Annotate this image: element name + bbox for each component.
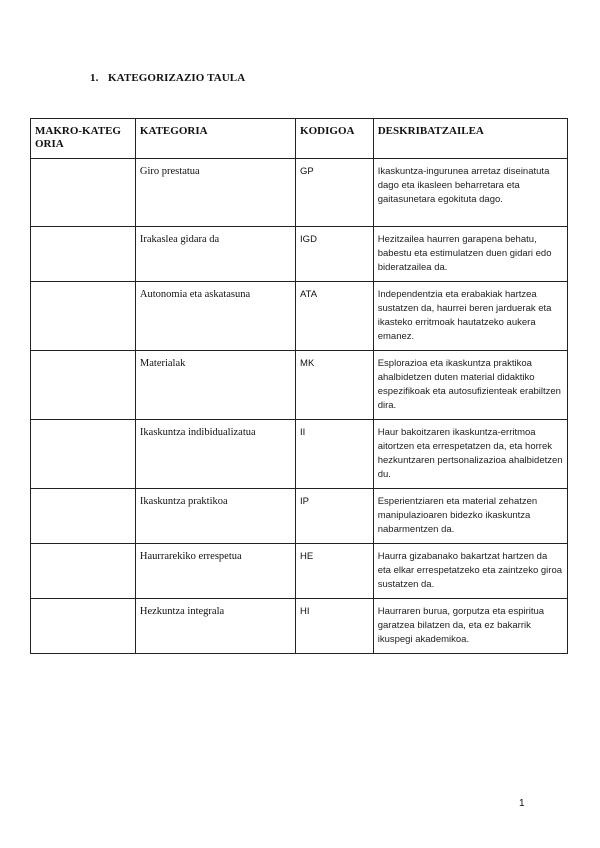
macro-cell <box>31 420 136 489</box>
code-cell: ATA <box>296 282 374 351</box>
description-cell: Esplorazioa eta ikaskuntza praktikoa ahalbidetzen duten material didaktiko espezifikoak eta autosufizienteak erabiltzen dira. <box>373 351 567 420</box>
code-cell: HE <box>296 544 374 599</box>
header-code: KODIGOA <box>296 119 374 159</box>
section-number: 1. <box>90 72 99 84</box>
table-row <box>31 489 568 544</box>
description-cell: Haurra gizabanako bakartzat hartzen da eta elkar errespetatzeko eta zaintzeko giroa sustatzen da. <box>373 544 567 599</box>
table-row <box>31 159 568 227</box>
table-row <box>31 351 568 420</box>
table-row <box>31 227 568 282</box>
macro-cell <box>31 227 136 282</box>
macro-cell <box>31 282 136 351</box>
category-cell: Hezkuntza integrala <box>135 599 295 654</box>
macro-cell <box>31 544 136 599</box>
category-cell: Irakaslea gidara da <box>135 227 295 282</box>
section-title: KATEGORIZAZIO TAULA <box>108 72 246 84</box>
table-row <box>31 420 568 489</box>
header-macro-category: MAKRO-KATEG ORIA <box>31 119 136 159</box>
table-row <box>31 599 568 654</box>
category-cell: Haurrarekiko errespetua <box>135 544 295 599</box>
header-category: KATEGORIA <box>135 119 295 159</box>
description-cell: Ikaskuntza-ingurunea arretaz diseinatuta dago eta ikasleen beharretara eta gaitasunetara egokituta dago. <box>373 159 567 227</box>
category-cell: Ikaskuntza praktikoa <box>135 489 295 544</box>
code-cell: HI <box>296 599 374 654</box>
categorization-table <box>30 118 568 654</box>
category-cell: Ikaskuntza indibidualizatua <box>135 420 295 489</box>
description-cell: Esperientziaren eta material zehatzen manipulazioaren bidezko ikaskuntza nabarmentzen da. <box>373 489 567 544</box>
macro-cell <box>31 599 136 654</box>
category-cell: Materialak <box>135 351 295 420</box>
section-heading <box>90 72 245 84</box>
description-cell: Haur bakoitzaren ikaskuntza-erritmoa aitortzen eta errespetatzen da, eta horrek hezkuntzaren pertsonalizazioa ahalbidetzen du. <box>373 420 567 489</box>
macro-cell <box>31 489 136 544</box>
table-row <box>31 282 568 351</box>
table-row <box>31 544 568 599</box>
code-cell: IP <box>296 489 374 544</box>
description-cell: Independentzia eta erabakiak hartzea sustatzen da, haurrei beren jarduerak eta ikasteko erritmoak hautatzeko aukera emanez. <box>373 282 567 351</box>
table-header-row <box>31 119 568 159</box>
description-cell: Hezitzailea haurren garapena behatu, babestu eta estimulatzen duen gidari edo bideratzailea da. <box>373 227 567 282</box>
category-cell: Autonomia eta askatasuna <box>135 282 295 351</box>
macro-cell <box>31 159 136 227</box>
description-cell: Haurraren burua, gorputza eta espiritua garatzea bilatzen da, eta ez bakarrik ikuspegi akademikoa. <box>373 599 567 654</box>
header-descriptor: DESKRIBATZAILEA <box>373 119 567 159</box>
category-cell: Giro prestatua <box>135 159 295 227</box>
code-cell: GP <box>296 159 374 227</box>
code-cell: II <box>296 420 374 489</box>
page-number: 1 <box>519 798 525 809</box>
code-cell: MK <box>296 351 374 420</box>
macro-cell <box>31 351 136 420</box>
code-cell: IGD <box>296 227 374 282</box>
